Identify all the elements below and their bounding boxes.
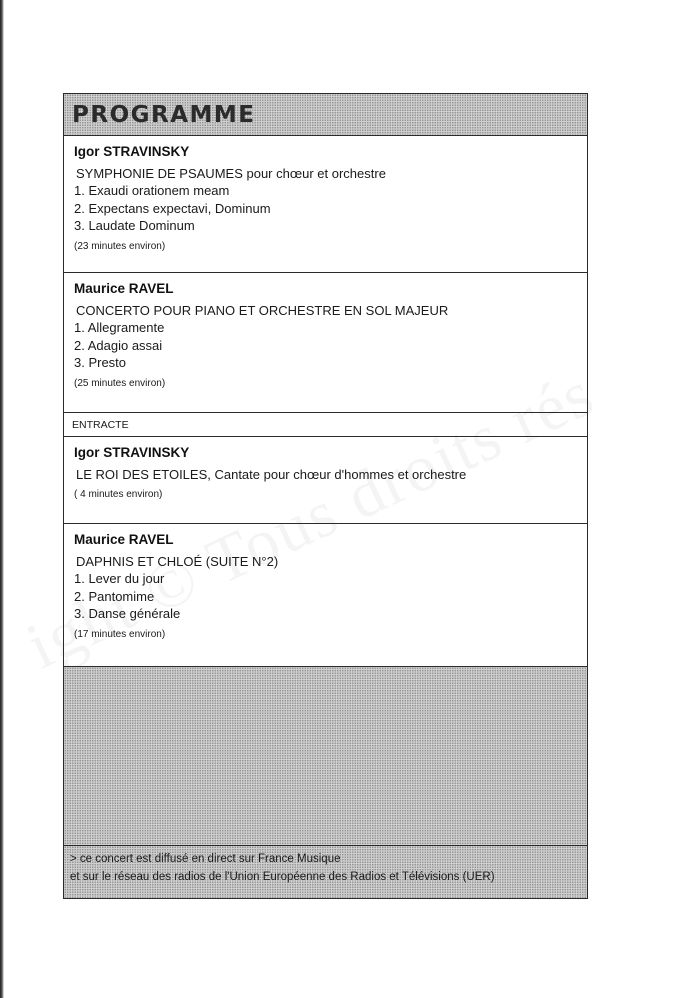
programme-section-3 xyxy=(64,437,587,524)
broadcast-line: et sur le réseau des radios de l'Union Européenne des Radios et Télévisions (UER) xyxy=(70,871,495,883)
duration: (25 minutes environ) xyxy=(74,377,166,389)
page-edge xyxy=(0,0,4,998)
work-title: LE ROI DES ETOILES, Cantate pour chœur d'hommes et orchestre xyxy=(76,467,467,482)
programme-header xyxy=(64,94,587,136)
movement: 1. Exaudi orationem meam xyxy=(74,183,230,198)
work-title: DAPHNIS ET CHLOÉ (SUITE N°2) xyxy=(76,554,279,569)
shaded-panel xyxy=(64,667,587,846)
movement: 3. Presto xyxy=(74,355,127,370)
programme-box xyxy=(63,93,588,899)
movement: 3. Laudate Dominum xyxy=(74,218,195,233)
movement: 2. Expectans expectavi, Dominum xyxy=(74,200,271,216)
work-title: CONCERTO POUR PIANO ET ORCHESTRE EN SOL MAJEUR xyxy=(76,303,449,318)
movement: 2. Pantomime xyxy=(74,588,155,604)
intermission: ENTRACTE xyxy=(64,413,587,437)
duration: (17 minutes environ) xyxy=(74,628,166,640)
duration: ( 4 minutes environ) xyxy=(74,489,163,500)
composer-name: Igor STRAVINSKY xyxy=(74,445,190,460)
programme-title: PROGRAMME xyxy=(72,101,256,128)
movement: 2. Adagio assai xyxy=(74,337,163,353)
movement: 3. Danse générale xyxy=(74,606,181,621)
movement: 1. Lever du jour xyxy=(74,571,165,586)
movement: 1. Allegramente xyxy=(74,320,165,335)
broadcast-note xyxy=(64,846,587,898)
programme-section-1 xyxy=(64,136,587,273)
composer-name: Igor STRAVINSKY xyxy=(74,144,190,159)
composer-name: Maurice RAVEL xyxy=(74,281,174,296)
duration: (23 minutes environ) xyxy=(74,240,166,252)
programme-section-4 xyxy=(64,524,587,667)
programme-section-2 xyxy=(64,273,587,413)
composer-name: Maurice RAVEL xyxy=(74,532,174,547)
broadcast-line: > ce concert est diffusé en direct sur France Musique xyxy=(70,853,341,865)
work-title: SYMPHONIE DE PSAUMES pour chœur et orchestre xyxy=(76,166,386,181)
